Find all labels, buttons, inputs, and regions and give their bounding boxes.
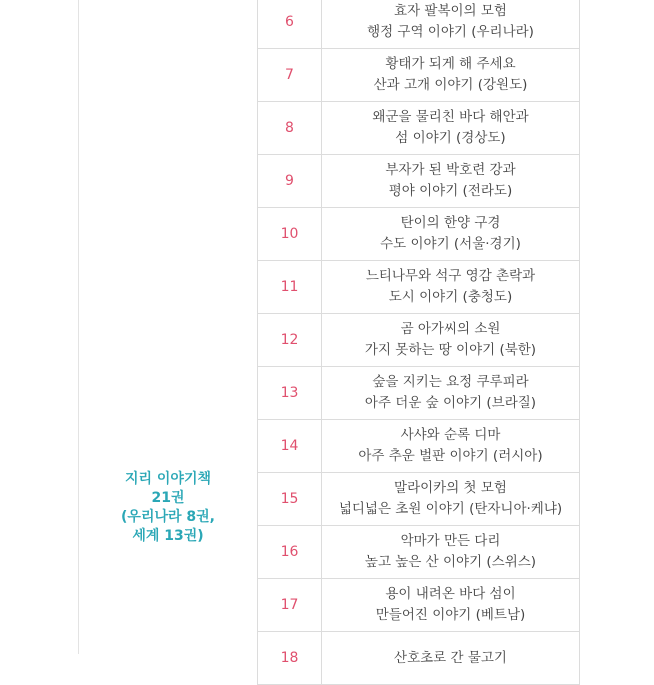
- book-title: 곰 아가씨의 소원: [400, 321, 501, 337]
- category-title: 지리 이야기책: [124, 471, 212, 487]
- book-description: [322, 579, 579, 631]
- category-label: [79, 470, 257, 546]
- book-description: [322, 314, 579, 366]
- book-description: [322, 102, 579, 154]
- volume-number: 9: [258, 155, 322, 207]
- book-subtitle: 섬 이야기 (경상도): [395, 130, 506, 146]
- book-description: [322, 473, 579, 525]
- book-description: [322, 0, 579, 48]
- table-row: [258, 526, 579, 579]
- table-row: [258, 473, 579, 526]
- volume-number: 10: [258, 208, 322, 260]
- volume-number: 13: [258, 367, 322, 419]
- table-row: [258, 0, 579, 49]
- table-row: [258, 420, 579, 473]
- table-row: [258, 208, 579, 261]
- book-description: [322, 420, 579, 472]
- category-breakdown-world: 세계 13권): [132, 528, 204, 544]
- book-subtitle: 만들어진 이야기 (베트남): [375, 607, 526, 623]
- book-title: 사샤와 순록 디마: [400, 427, 501, 443]
- volume-number: 14: [258, 420, 322, 472]
- book-subtitle: 수도 이야기 (서울·경기): [380, 236, 521, 252]
- book-description: [322, 208, 579, 260]
- book-subtitle: 높고 높은 산 이야기 (스위스): [364, 554, 537, 570]
- book-subtitle: 넓디넓은 초원 이야기 (탄자니아·케냐): [338, 501, 563, 517]
- volume-number: 12: [258, 314, 322, 366]
- book-description: [322, 155, 579, 207]
- book-title: 말라이카의 첫 모험: [394, 480, 507, 496]
- book-title: 느티나무와 석구 영감 촌락과: [365, 268, 536, 284]
- table-row: [258, 155, 579, 208]
- table-row: [258, 632, 579, 685]
- book-description: [322, 632, 579, 684]
- book-subtitle: 산과 고개 이야기 (강원도): [373, 77, 528, 93]
- book-subtitle: 아주 추운 벌판 이야기 (러시아): [358, 448, 543, 464]
- book-title: 부자가 된 박호련 강과: [385, 162, 516, 178]
- book-subtitle: 가지 못하는 땅 이야기 (북한): [364, 342, 537, 358]
- book-description: [322, 261, 579, 313]
- volume-number: 11: [258, 261, 322, 313]
- book-title: 용이 내려온 바다 섬이: [385, 586, 516, 602]
- book-description: [322, 367, 579, 419]
- book-subtitle: 도시 이야기 (충청도): [388, 289, 513, 305]
- book-title: 왜군을 물리친 바다 해안과: [372, 109, 529, 125]
- book-subtitle: 아주 더운 숲 이야기 (브라질): [364, 395, 537, 411]
- book-title: 악마가 만든 다리: [400, 533, 501, 549]
- volume-number: 17: [258, 579, 322, 631]
- book-subtitle: 평야 이야기 (전라도): [388, 183, 513, 199]
- volume-number: 6: [258, 0, 322, 48]
- book-title: 효자 팔복이의 모험: [394, 3, 507, 19]
- table-row: [258, 579, 579, 632]
- table-row: [258, 314, 579, 367]
- book-title: 산호초로 간 물고기: [394, 649, 507, 666]
- volume-number: 7: [258, 49, 322, 101]
- book-title: 황태가 되게 해 주세요: [385, 56, 516, 72]
- volume-number: 15: [258, 473, 322, 525]
- volume-number: 8: [258, 102, 322, 154]
- table-row: [258, 49, 579, 102]
- book-rows: [257, 0, 580, 685]
- table-row: [258, 367, 579, 420]
- table-row: [258, 102, 579, 155]
- book-description: [322, 526, 579, 578]
- book-title: 탄이의 한양 구경: [400, 215, 501, 231]
- category-count: 21권: [151, 490, 185, 506]
- book-description: [322, 49, 579, 101]
- category-breakdown-korea: (우리나라 8권,: [121, 509, 215, 525]
- table-row: [258, 261, 579, 314]
- volume-number: 16: [258, 526, 322, 578]
- category-cell: [79, 0, 257, 654]
- book-subtitle: 행정 구역 이야기 (우리나라): [367, 24, 534, 40]
- volume-number: 18: [258, 632, 322, 684]
- book-title: 숲을 지키는 요정 쿠루피라: [372, 374, 529, 390]
